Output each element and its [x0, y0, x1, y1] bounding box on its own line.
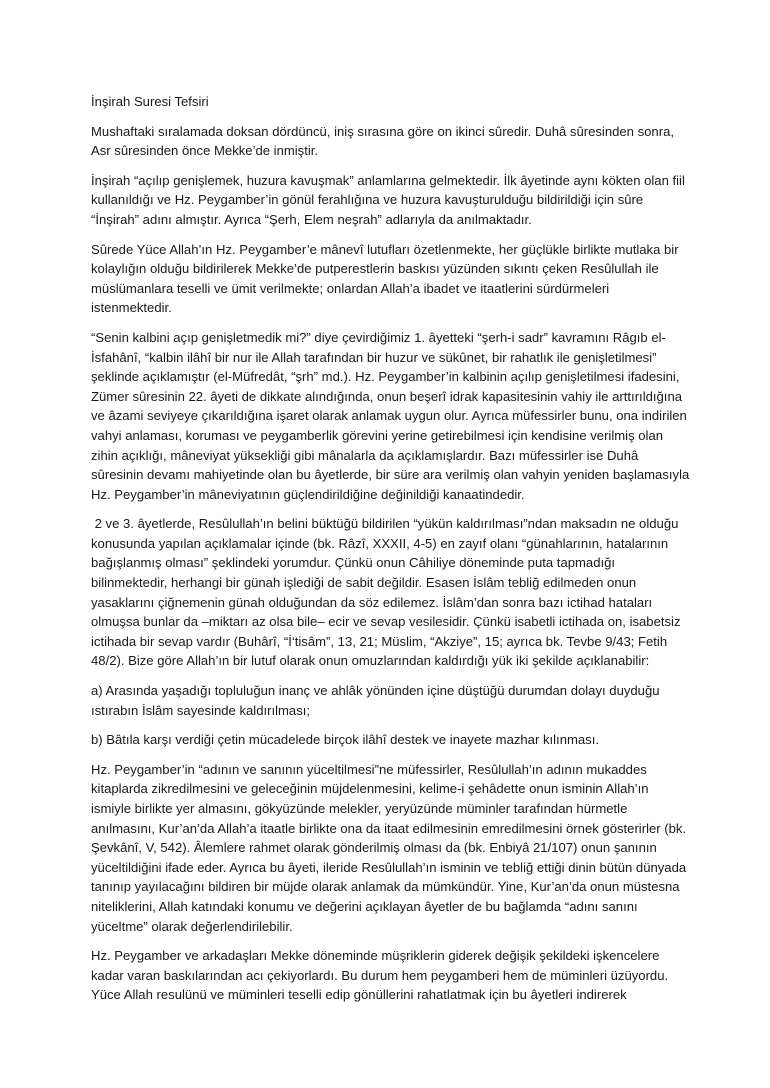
paragraph-summary: Sûrede Yüce Allah’ın Hz. Peygamber’e mânevî lutufları özetlenmekte, her güçlükle birlikte mutlaka bir kolaylığın olduğu bildirilerek Mekke’de putperestlerin baskısı yüzünden sıkıntı çeken Resûlullah ile müslümanlara teselli ve ümit verilmekte; onlardan Allah’a ibadet ve itaatlerini sürdürmeleri istenmektedir. — [91, 241, 679, 316]
paragraph-name-meaning: İnşirah “açılıp genişlemek, huzura kavuşmak” anlamlarına gelmektedir. İlk âyetinde aynı kökten olan fiil kullanıldığı ve Hz. Peygamber’in gönül ferahlığına ve huzura kavuşturulduğu bildirildiği için sûre “İnşirah” adını almıştır. Ayrıca “Şerh, Elem neşrah” adlarıyla da anılmaktadır. — [91, 172, 685, 227]
paragraph-item-b: b) Bâtıla karşı verdiği çetin mücadelede birçok ilâhî destek ve inayete mazhar kılınması. — [91, 732, 599, 748]
paragraph-name-exalted: Hz. Peygamber’in “adının ve sanının yüceltilmesi”ne müfessirler, Resûlullah’ın adının mukaddes kitaplarda zikredilmesini ve geleceğinin müjdelenmesini, kelime-i şehâdette onun isminin Allah’ın ismiyle birlikte yer almasını, gökyüzünde melekler, yeryüzünde müminler tarafından hürmetle anılmasını, Kur’an’da Allah’a itaatle birlikte ona da itaat edilmesinin emredilmesini örnek gösterirler (bk. Şevkânî, V, 542). Âlemlere rahmet olarak gönderilmiş olması da (bk. Enbiyâ 21/107) onun şanının yüceltildiğini ifade eder. Ayrıca bu âyeti, ileride Resûlullah’ın isminin ve tebliğ ettiği dinin bütün dünyada tanınıp yayılacağını bildiren bir müjde olarak anlamak da mümkündür. Yine, Kur’an’da onun müstesna niteliklerini, Allah katındaki konumu ve değerini açıklayan âyetler de bu bağlamda “adını sanını yüceltme” olarak değerlendirilebilir. — [91, 761, 687, 934]
paragraph-intro: Mushaftaki sıralamada doksan dördüncü, iniş sırasına göre on ikinci sûredir. Duhâ sûresinden sonra, Asr sûresinden önce Mekke’de inmiştir. — [91, 123, 674, 159]
paragraph-mecca-period: Hz. Peygamber ve arkadaşları Mekke döneminde müşriklerin giderek değişik şekildeki işkencelere kadar varan baskılarından acı çekiyorlardı. Bu durum hem peygamberi hem de müminleri üzüyordu. Yüce Allah resulünü ve müminleri teselli edip gönüllerini rahatlatmak için bu âyetleri indirerek — [91, 948, 669, 1003]
document-title: İnşirah Suresi Tefsiri — [91, 94, 209, 109]
paragraph-verses-2-3: 2 ve 3. âyetlerde, Resûlullah’ın belini büktüğü bildirilen “yükün kaldırılması”ndan maksadın ne olduğu konusunda yapılan açıklamalar içinde (bk. Râzî, XXXII, 4-5) en zayıf olanı “günahlarının, hatalarının bağışlanmış olması” şeklindeki yorumdur. Çünkü onun Câhiliye döneminde puta tapmadığı bilinmektedir, herhangi bir günah işlediği de sabit değildir. Esasen İslâm tebliğ edilmeden onun yasaklarını çiğnemenin günah olduğundan da söz edilemez. İslâm’dan sonra bazı ictihad hataları olmuşsa bunlar da –miktarı az olsa bile– ecir ve sevap vesilesidir. Çünkü isabetli ictihada on, isabetsiz ictihada bir sevap vardır (Buhârî, “İ‘tisâm”, 13, 21; Müslim, “Akziye”, 15; ayrıca bk. Tevbe 9/43; Fetih 48/2). Bize göre Allah’ın bir lutuf olarak onun omuzlarından kaldırdığı yük iki şekilde açıklanabilir: — [91, 516, 685, 669]
paragraph-item-a: a) Arasında yaşadığı topluluğun inanç ve ahlâk yönünden içine düştüğü durumdan dolayı duyduğu ıstırabın İslâm sayesinde kaldırılması; — [91, 683, 660, 718]
document-page — [91, 92, 691, 1015]
paragraph-verse-1: “Senin kalbini açıp genişletmedik mi?” diye çevirdiğimiz 1. âyetteki “şerh-i sadr” kavramını Râgıb el-İsfahânî, “kalbin ilâhî bir nur ile Allah tarafından bir huzur ve sükûnet, bir rahatlık ile genişletilmesi” şeklinde açıklamıştır (el-Müfredât, “şrh” md.). Hz. Peygamber’in kalbinin açılıp genişletilmesi ifadesini, Zümer sûresinin 22. âyeti de dikkate alındığında, onun beşerî idrak kapasitesinin vahiy ile arttırıldığına ve âzami seviyeye çıkarıldığına işaret olarak anlamak uygun olur. Ayrıca müfessirler bunu, ona indirilen vahyi anlaması, koruması ve peygamberlik görevini yerine getirebilmesi için kendisine verilmiş olan zihin açıklığı, mâneviyat yüksekliği gibi mânalarla da açıklamışlardır. Bazı müfessirler ise Duhâ sûresinin devamı mahiyetinde olan bu âyetlerde, bir süre ara verilmiş olan vahyin yeniden başlamasıyla Hz. Peygamber’in mâneviyatının güçlendirildiğine değinildiği kanaatindedir. — [91, 329, 690, 502]
